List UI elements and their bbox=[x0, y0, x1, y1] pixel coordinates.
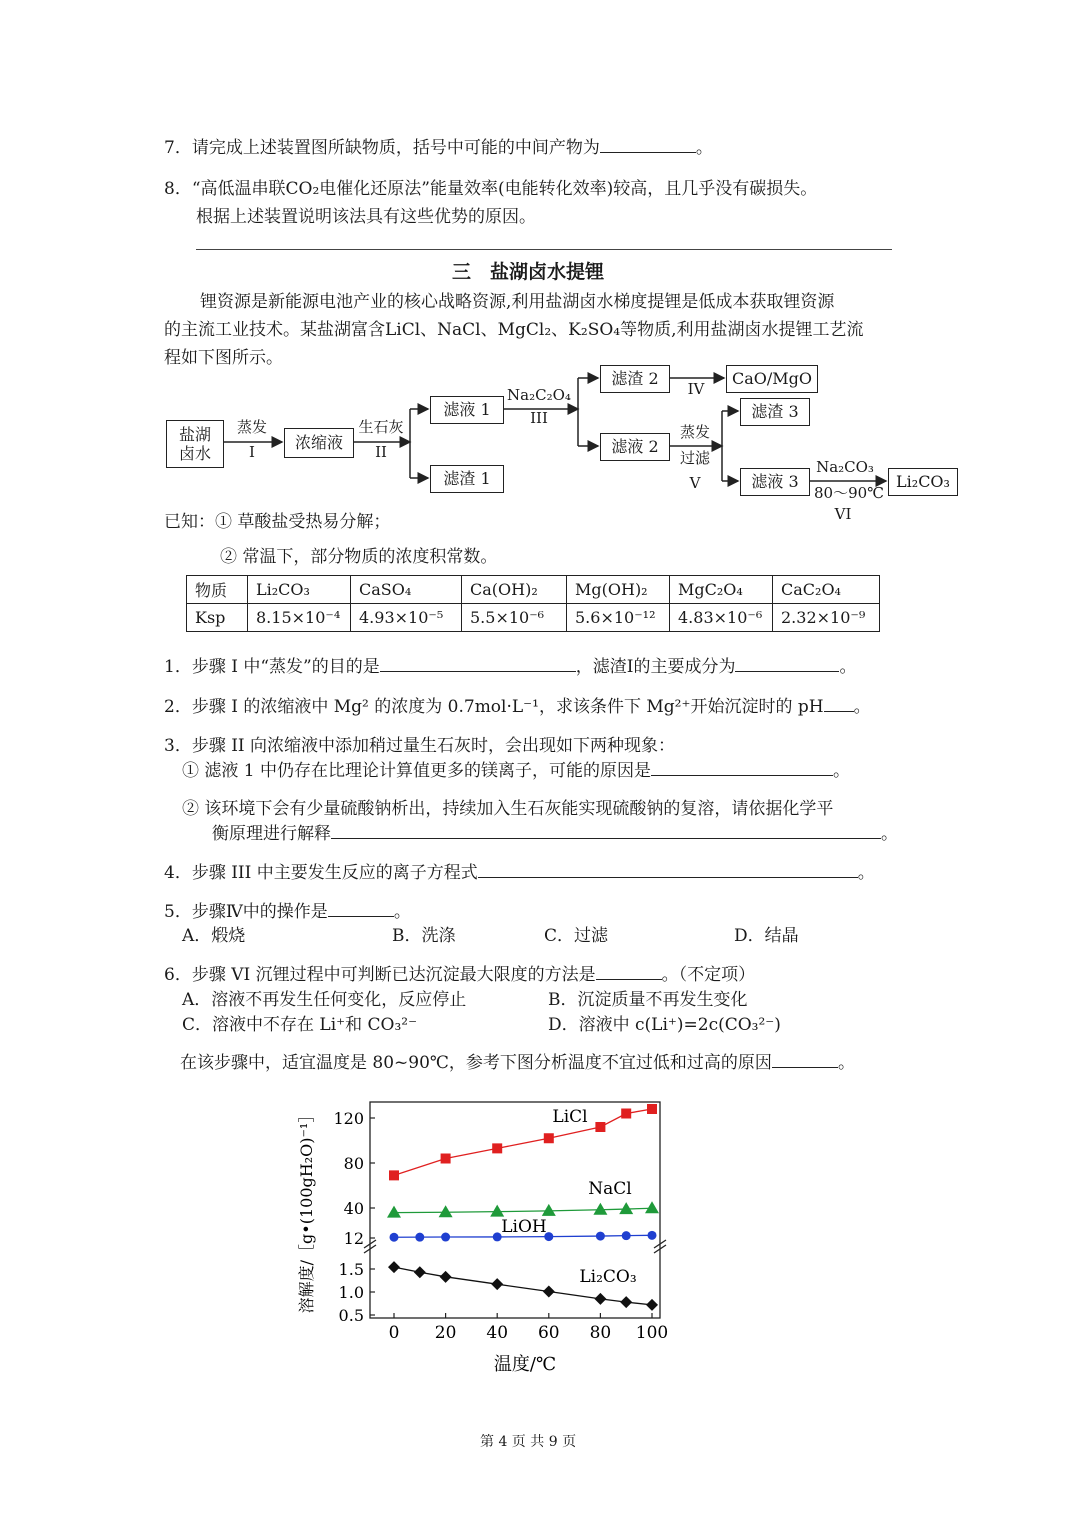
ksp-value-cell: 2.32×10⁻⁹ bbox=[773, 604, 880, 632]
ksp-header-cell: Mg(OH)₂ bbox=[567, 576, 670, 604]
solubility-chart bbox=[270, 1090, 710, 1380]
answer-blank[interactable] bbox=[328, 902, 394, 917]
question-1 bbox=[164, 652, 856, 677]
series-label: NaCl bbox=[588, 1179, 632, 1199]
series-label: LiCl bbox=[552, 1107, 588, 1127]
series-label: Li₂CO₃ bbox=[579, 1267, 637, 1287]
answer-blank[interactable] bbox=[735, 657, 839, 672]
question-6-follow bbox=[180, 1048, 855, 1073]
data-point bbox=[490, 1205, 504, 1217]
question-3-1 bbox=[182, 756, 850, 781]
step-1-label: I bbox=[249, 443, 255, 461]
page-footer: 第 4 页 共 9 页 bbox=[480, 1434, 577, 1450]
data-point bbox=[619, 1202, 633, 1214]
data-point bbox=[415, 1233, 424, 1242]
residue-1-box: 滤渣 1 bbox=[430, 465, 504, 493]
flow-arrows bbox=[0, 0, 1080, 540]
data-point bbox=[441, 1154, 451, 1164]
filtrate-1-box: 滤液 1 bbox=[430, 396, 504, 424]
x-tick-label: 100 bbox=[635, 1323, 669, 1343]
question-end: 。 bbox=[857, 863, 875, 883]
data-point bbox=[441, 1233, 450, 1242]
data-point bbox=[621, 1109, 631, 1119]
temperature-label: 80～90℃ bbox=[814, 484, 884, 502]
answer-blank[interactable] bbox=[824, 697, 854, 712]
intro-line2: 的主流工业技术。某盐湖富含LiCl、NaCl、MgCl₂、K₂SO₄等物质,利用盐湖卤水提锂工艺流 bbox=[164, 320, 864, 340]
cao-mgo-box: CaO/MgO bbox=[726, 365, 818, 393]
residue-2-box: 滤渣 2 bbox=[600, 365, 670, 393]
option-d[interactable]: D．结晶 bbox=[734, 926, 799, 946]
ksp-value-cell: 4.93×10⁻⁵ bbox=[351, 604, 462, 632]
step-6-label: VI bbox=[834, 505, 852, 523]
step-3-label: III bbox=[530, 409, 548, 427]
answer-blank[interactable] bbox=[772, 1053, 838, 1068]
intro-line3: 程如下图所示。 bbox=[164, 348, 283, 368]
data-point bbox=[492, 1143, 502, 1153]
question-4-text: 4．步骤 III 中主要发生反应的离子方程式 bbox=[164, 863, 478, 883]
data-point bbox=[439, 1205, 453, 1217]
question-4 bbox=[164, 858, 875, 883]
answer-blank[interactable] bbox=[651, 761, 833, 776]
step-4-label: IV bbox=[687, 380, 705, 398]
question-6-follow-text: 在该步骤中，适宜温度是 80~90℃，参考下图分析温度不宜过低和过高的原因 bbox=[180, 1053, 772, 1073]
quicklime-label: 生石灰 bbox=[358, 418, 404, 436]
answer-blank[interactable] bbox=[331, 824, 881, 839]
section-title: 三 盐湖卤水提锂 bbox=[452, 261, 605, 283]
known-item-1: ① 草酸盐受热易分解； bbox=[215, 512, 391, 532]
option-b[interactable]: B．沉淀质量不再发生变化 bbox=[548, 990, 748, 1010]
ksp-value-row bbox=[187, 604, 880, 632]
question-3-2-text: 衡原理进行解释 bbox=[212, 824, 331, 844]
data-point bbox=[491, 1278, 503, 1290]
ksp-header-cell: Li₂CO₃ bbox=[248, 576, 351, 604]
series-label: LiOH bbox=[501, 1217, 547, 1237]
oxalate-label: Na₂C₂O₄ bbox=[507, 386, 571, 404]
ksp-header-row bbox=[187, 576, 880, 604]
ksp-table bbox=[186, 575, 880, 632]
question-2 bbox=[164, 692, 871, 717]
ksp-header-cell: CaC₂O₄ bbox=[773, 576, 880, 604]
data-point bbox=[620, 1296, 632, 1308]
question-end: 。 bbox=[393, 902, 411, 922]
option-a[interactable]: A．溶液不再发生任何变化，反应停止 bbox=[182, 990, 467, 1010]
ksp-value-cell: 4.83×10⁻⁶ bbox=[670, 604, 773, 632]
question-1-part-b: ，滤渣I的主要成分为 bbox=[575, 657, 736, 677]
data-point bbox=[388, 1261, 400, 1273]
question-3-2-line1: ② 该环境下会有少量硫酸钠析出，持续加入生石灰能实现硫酸钠的复溶，请依据化学平 bbox=[182, 799, 834, 819]
ksp-header-cell: Ca(OH)₂ bbox=[462, 576, 567, 604]
question-end: 。 bbox=[853, 697, 871, 717]
question-3-2-line2 bbox=[212, 819, 898, 844]
data-point bbox=[544, 1133, 554, 1143]
data-point bbox=[646, 1299, 658, 1311]
answer-blank[interactable] bbox=[596, 965, 662, 980]
y-axis-label: 溶解度/［g•(100gH₂O)⁻¹］ bbox=[297, 1106, 316, 1314]
carbonate-label: Na₂CO₃ bbox=[816, 458, 874, 476]
ksp-header-cell: MgC₂O₄ bbox=[670, 576, 773, 604]
x-tick-label: 60 bbox=[537, 1323, 560, 1343]
known-item-2: ② 常温下，部分物质的浓度积常数。 bbox=[220, 547, 498, 567]
data-point bbox=[594, 1293, 606, 1305]
data-point bbox=[593, 1203, 607, 1215]
data-point bbox=[596, 1232, 605, 1241]
x-tick-label: 0 bbox=[388, 1323, 400, 1343]
y-tick-label: 40 bbox=[343, 1199, 364, 1218]
option-a[interactable]: A．煅烧 bbox=[182, 926, 246, 946]
question-2-text: 2．步骤 I 的浓缩液中 Mg² 的浓度为 0.7mol·L⁻¹，求该条件下 Mg²⁺开始沉淀时的 pH bbox=[164, 697, 824, 717]
data-point bbox=[390, 1233, 399, 1242]
question-8-line2: 根据上述装置说明该法具有这些优势的原因。 bbox=[196, 207, 536, 227]
question-end: 。 bbox=[839, 657, 857, 677]
data-point bbox=[645, 1201, 659, 1213]
known-intro: 已知： bbox=[164, 512, 215, 532]
ksp-value-cell: 5.5×10⁻⁶ bbox=[462, 604, 567, 632]
filtrate-2-box: 滤液 2 bbox=[600, 433, 670, 461]
concentrate-box: 浓缩液 bbox=[284, 428, 354, 458]
answer-blank[interactable] bbox=[478, 863, 858, 878]
option-c[interactable]: C．溶液中不存在 Li⁺和 CO₃²⁻ bbox=[182, 1015, 418, 1035]
question-6-end: 。（不定项） bbox=[661, 965, 756, 985]
question-end: 。 bbox=[881, 824, 898, 844]
y-tick-label: 1.0 bbox=[338, 1283, 364, 1302]
series-line-NaCl bbox=[394, 1208, 652, 1212]
data-point bbox=[389, 1170, 399, 1180]
ksp-value-cell: 8.15×10⁻⁴ bbox=[248, 604, 351, 632]
data-point bbox=[595, 1122, 605, 1132]
question-7-text: 7．请完成上述装置图所缺物质，括号中可能的中间产物为 bbox=[164, 138, 600, 158]
data-point bbox=[648, 1231, 657, 1240]
x-tick-label: 20 bbox=[434, 1323, 457, 1343]
step-2-label: II bbox=[375, 443, 387, 461]
question-1-part-a: 1．步骤 I 中“蒸发”的目的是 bbox=[164, 657, 380, 677]
option-c[interactable]: C．过滤 bbox=[544, 926, 609, 946]
data-point bbox=[542, 1204, 556, 1216]
question-5 bbox=[164, 897, 411, 922]
y-tick-label: 12 bbox=[343, 1229, 364, 1248]
x-tick-label: 80 bbox=[589, 1323, 612, 1343]
x-tick-label: 40 bbox=[486, 1323, 509, 1343]
data-point bbox=[387, 1206, 401, 1218]
residue-3-box: 滤渣 3 bbox=[740, 398, 810, 426]
series-line-LiCl bbox=[394, 1109, 652, 1175]
ksp-header-cell: CaSO₄ bbox=[351, 576, 462, 604]
question-end: 。 bbox=[837, 1053, 855, 1073]
filtrate-3-box: 滤液 3 bbox=[740, 468, 810, 496]
y-tick-label: 0.5 bbox=[338, 1306, 364, 1325]
data-point bbox=[647, 1104, 657, 1114]
question-5-text: 5．步骤Ⅳ中的操作是 bbox=[164, 902, 328, 922]
evaporate-filter-label-1: 蒸发 bbox=[679, 423, 710, 441]
brine-box: 盐湖 卤水 bbox=[166, 420, 224, 468]
ksp-row-label: Ksp bbox=[187, 604, 248, 632]
answer-blank[interactable] bbox=[380, 657, 576, 672]
data-point bbox=[414, 1266, 426, 1278]
question-end: 。 bbox=[833, 761, 851, 781]
known-line1 bbox=[164, 507, 390, 532]
ksp-header-cell: 物质 bbox=[187, 576, 248, 604]
option-d[interactable]: D．溶液中 c(Li⁺)=2c(CO₃²⁻) bbox=[548, 1015, 781, 1035]
data-point bbox=[543, 1286, 555, 1298]
ksp-value-cell: 5.6×10⁻¹² bbox=[567, 604, 670, 632]
x-axis-label: 温度/℃ bbox=[493, 1354, 557, 1375]
question-8-line1: 8．“高低温串联CO₂电催化还原法”能量效率(电能转化效率)较高，且几乎没有碳损失。 bbox=[164, 179, 818, 199]
option-b[interactable]: B．洗涤 bbox=[392, 926, 456, 946]
question-end: 。 bbox=[695, 138, 713, 158]
evaporate-filter-label-2: 过滤 bbox=[679, 449, 710, 467]
question-3: 3．步骤 II 向浓缩液中添加稍过量生石灰时，会出现如下两种现象： bbox=[164, 736, 676, 756]
question-3-1-text: ① 滤液 1 中仍存在比理论计算值更多的镁离子，可能的原因是 bbox=[182, 761, 652, 781]
intro-line1: 锂资源是新能源电池产业的核心战略资源,利用盐湖卤水梯度提锂是低成本获取锂资源 bbox=[200, 292, 835, 312]
step-5-label: V bbox=[689, 474, 701, 492]
data-point bbox=[440, 1271, 452, 1283]
y-tick-label: 1.5 bbox=[338, 1260, 364, 1279]
evaporate-label: 蒸发 bbox=[236, 418, 267, 436]
question-6-text: 6．步骤 VI 沉锂过程中可判断已达沉淀最大限度的方法是 bbox=[164, 965, 596, 985]
question-6 bbox=[164, 960, 755, 985]
y-tick-label: 120 bbox=[333, 1109, 364, 1128]
product-box: Li₂CO₃ bbox=[888, 468, 958, 496]
y-tick-label: 80 bbox=[343, 1154, 364, 1173]
data-point bbox=[622, 1231, 631, 1240]
